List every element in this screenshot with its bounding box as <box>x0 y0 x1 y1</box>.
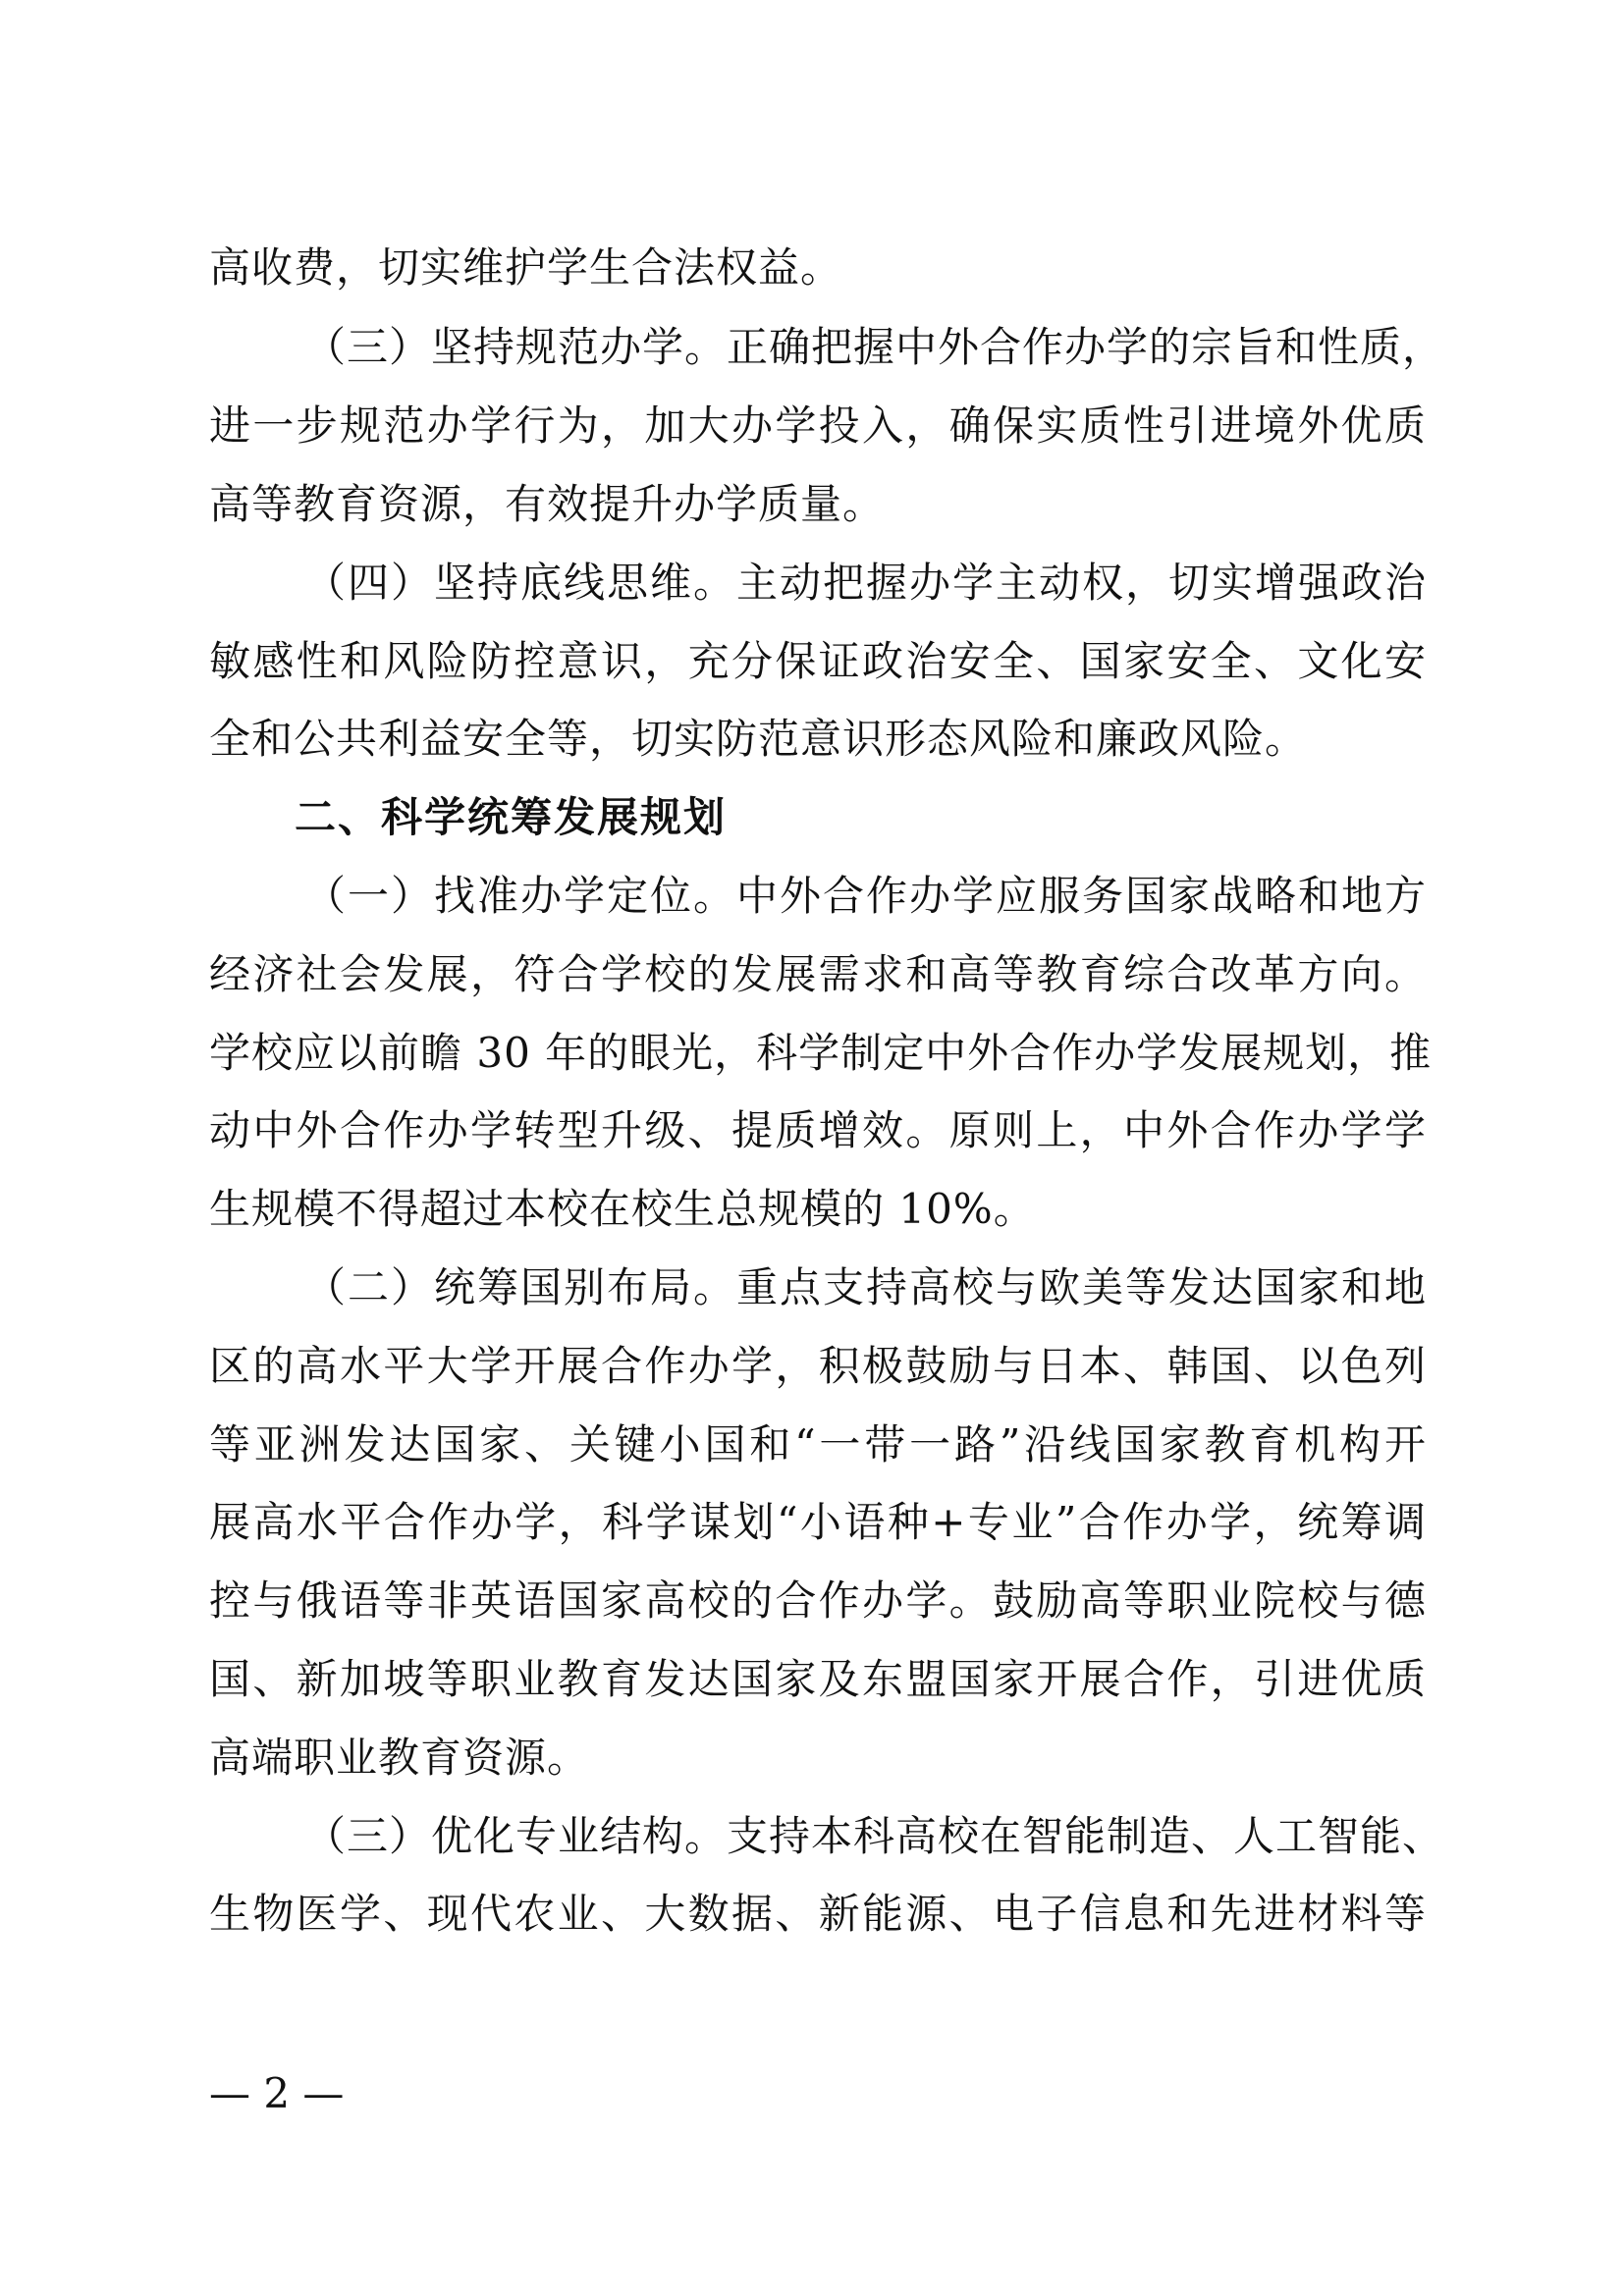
paragraph-line-14: （二）统筹国别布局。重点支持高校与欧美等发达国家和地 <box>304 1263 1427 1311</box>
paragraph-line-6: 敏感性和风险防控意识，充分保证政治安全、国家安全、文化安 <box>209 637 1427 685</box>
section-heading: 二、科学统筹发展规划 <box>295 793 728 841</box>
paragraph-line-13: 生规模不得超过本校在校生总规模的 10%。 <box>209 1185 1036 1233</box>
paragraph-line-12: 动中外合作办学转型升级、提质增效。原则上，中外合作办学学 <box>209 1106 1427 1154</box>
paragraph-line-7: 全和公共利益安全等，切实防范意识形态风险和廉政风险。 <box>209 715 1308 763</box>
paragraph-line-19: 国、新加坡等职业教育发达国家及东盟国家开展合作，引进优质 <box>209 1655 1427 1703</box>
paragraph-line-9: （一）找准办学定位。中外合作办学应服务国家战略和地方 <box>304 872 1427 920</box>
paragraph-line-16: 等亚洲发达国家、关键小国和“一带一路”沿线国家教育机构开 <box>209 1420 1427 1468</box>
paragraph-line-15: 区的高水平大学开展合作办学，积极鼓励与日本、韩国、以色列 <box>209 1342 1427 1390</box>
paragraph-line-18: 控与俄语等非英语国家高校的合作办学。鼓励高等职业院校与德 <box>209 1576 1427 1625</box>
paragraph-line-3: 进一步规范办学行为，加大办学投入，确保实质性引进境外优质 <box>209 401 1427 450</box>
paragraph-line-20: 高端职业教育资源。 <box>209 1734 590 1782</box>
page-number: — 2 — <box>209 2069 345 2117</box>
paragraph-line-21: （三）优化专业结构。支持本科高校在智能制造、人工智能、 <box>304 1812 1445 1860</box>
paragraph-line-2: （三）坚持规范办学。正确把握中外合作办学的宗旨和性质， <box>304 323 1445 371</box>
paragraph-line-4: 高等教育资源，有效提升办学质量。 <box>209 480 886 528</box>
paragraph-line-1: 高收费，切实维护学生合法权益。 <box>209 243 843 292</box>
paragraph-line-10: 经济社会发展，符合学校的发展需求和高等教育综合改革方向。 <box>209 950 1427 998</box>
paragraph-line-11: 学校应以前瞻 30 年的眼光，科学制定中外合作办学发展规划，推 <box>209 1029 1433 1077</box>
paragraph-line-5: （四）坚持底线思维。主动把握办学主动权，切实增强政治 <box>304 559 1427 607</box>
paragraph-line-22: 生物医学、现代农业、大数据、新能源、电子信息和先进材料等 <box>209 1890 1427 1938</box>
paragraph-line-17: 展高水平合作办学，科学谋划“小语种+专业”合作办学，统筹调 <box>209 1498 1427 1546</box>
